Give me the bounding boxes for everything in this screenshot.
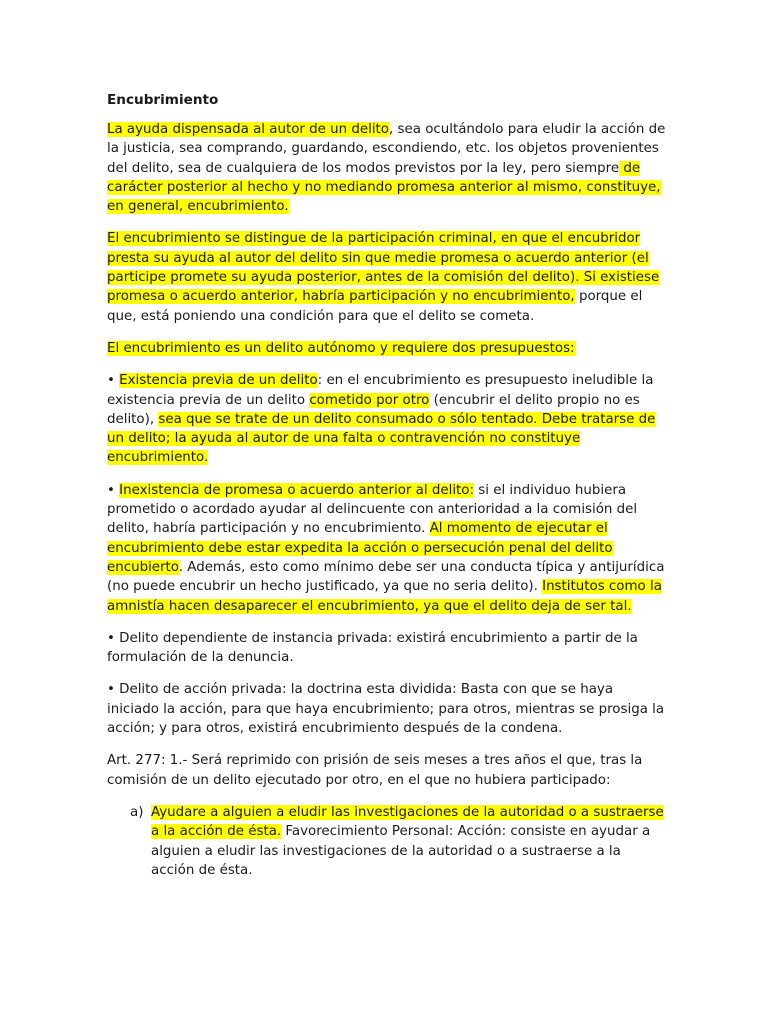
paragraph-p5 bbox=[107, 481, 667, 616]
text-run: • Delito de acción privada: la doctrina esta dividida: Basta con que se haya iniciado la acción, para que haya encubrimiento; para otros, mientras se prosiga la acción; y para otros, existirá encubrimiento después de la condena. bbox=[107, 682, 665, 737]
paragraph-p7 bbox=[107, 680, 667, 738]
highlighted-text: El encubrimiento es un delito autónomo y requiere dos presupuestos: bbox=[107, 340, 575, 356]
text-run: , sea ocultándolo para eludir la acción de la justicia, sea comprando, guardando, escondiendo, etc. los objetos provenientes del delito, sea de cualquiera de los modos previstos por la ley, pero siempre bbox=[107, 122, 666, 176]
highlighted-text: cometido por otro bbox=[309, 392, 430, 408]
highlighted-text: Existencia previa de un delito bbox=[119, 373, 318, 389]
highlighted-text: Al momento de ejecutar el encubrimiento debe estar expedita la acción o persecución penal del delito encubierto bbox=[107, 521, 613, 575]
document-body bbox=[107, 120, 667, 790]
text-run: . Además, esto como mínimo debe ser una conducta típica y antijurídica (no puede encubrir un hecho justificado, ya que no seria delito). bbox=[107, 559, 665, 595]
paragraph-p3 bbox=[107, 339, 667, 358]
highlighted-text: de carácter posterior al hecho y no mediando promesa anterior al mismo, constituye, en general, encubrimiento. bbox=[107, 160, 661, 215]
highlighted-text: sea que se trate de un delito consumado o sólo tentado. Debe tratarse de un delito; la ayuda al autor de una falta o contravención no constituye encubrimiento. bbox=[107, 411, 656, 466]
text-run: si el individuo hubiera prometido o acordado ayudar al delincuente con anterioridad a la comisión del delito, habría participación y no encubrimiento. bbox=[107, 482, 638, 537]
text-run: Art. 277: 1.- Será reprimido con prisión de seis meses a tres años el que, tras la comisión de un delito ejecutado por otro, en el que no hubiera participado: bbox=[107, 753, 643, 788]
highlighted-text: Inexistencia de promesa o acuerdo anterior al delito: bbox=[119, 482, 474, 498]
paragraph-p2 bbox=[107, 229, 667, 325]
list-item bbox=[107, 803, 667, 880]
text-run: (encubrir el delito propio no es delito), bbox=[107, 392, 640, 427]
ordered-list bbox=[107, 803, 667, 880]
text-run: • Delito dependiente de instancia privada: existirá encubrimiento a partir de la formulación de la denuncia. bbox=[107, 630, 638, 666]
paragraph-p4 bbox=[107, 371, 667, 467]
highlighted-text: El encubrimiento se distingue de la participación criminal, en que el encubridor presta su ayuda al autor del delito sin que medie promesa o acuerdo anterior (el participe promete su ayuda posterior, antes de la comisión del delito). Si existiese promesa o acuerdo anterior, habría participación y no encubrimiento, bbox=[107, 231, 660, 305]
paragraph-p8 bbox=[107, 751, 667, 790]
document-title: Encubrimiento bbox=[107, 92, 219, 108]
text-run: • bbox=[107, 373, 120, 389]
highlighted-text: Ayudare a alguien a eludir las investigaciones de la autoridad o a sustraerse a la acción de ésta. bbox=[151, 804, 664, 840]
text-run: • bbox=[107, 482, 120, 498]
paragraph-p1 bbox=[107, 120, 667, 216]
list-marker: a) bbox=[130, 804, 144, 820]
text-run: : en el encubrimiento es presupuesto ineludible la existencia previa de un delito bbox=[107, 373, 654, 408]
text-run: porque el que, está poniendo una condición para que el delito se cometa. bbox=[107, 289, 643, 324]
list-item-text bbox=[151, 803, 667, 880]
document-page bbox=[107, 90, 667, 880]
highlighted-text: Institutos como la amnistía hacen desaparecer el encubrimiento, ya que el delito deja de ser tal. bbox=[107, 579, 662, 614]
highlighted-text: La ayuda dispensada al autor de un delito bbox=[107, 122, 389, 137]
text-run: Favorecimiento Personal: Acción: consiste en ayudar a alguien a eludir las investigaciones de la autoridad o a sustraerse a la acción de ésta. bbox=[151, 824, 651, 878]
paragraph-p6 bbox=[107, 629, 667, 668]
